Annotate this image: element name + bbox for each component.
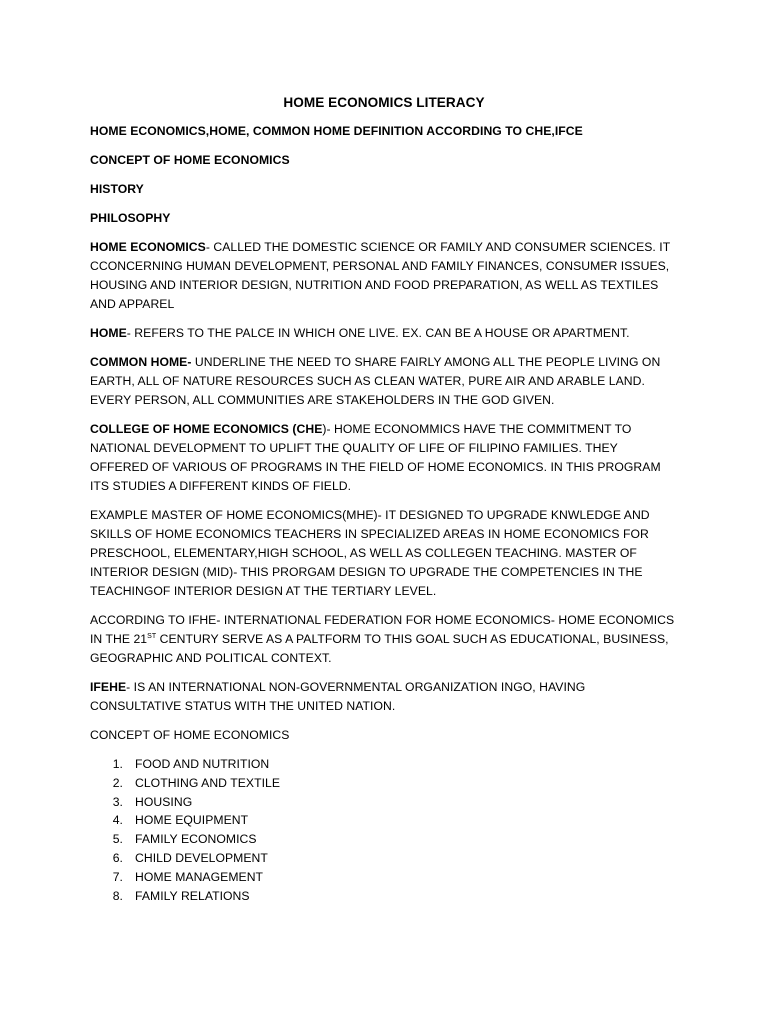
definition-che [90,420,678,496]
definition-term: COLLEGE OF HOME ECONOMICS (CHE [90,422,323,436]
definition-text: UNDERLINE THE NEED TO SHARE FAIRLY AMONG ALL THE PEOPLE LIVING ON EARTH, ALL OF NATURE RESOURCES SUCH AS CLEAN WATER, PURE AIR AND ARABLE LAND. EVERY PERSON, ALL COMMUNITIES ARE STAKEHOLDERS IN THE GOD GIVEN. [90,355,661,407]
outline-item: PHILOSOPHY [90,211,171,225]
definition-text: )- HOME ECONOMMICS HAVE THE COMMITMENT TO NATIONAL DEVELOPMENT TO UPLIFT THE QUALITY OF LIFE OF FILIPINO FAMILIES. THEY OFFERED OF VARIOUS OF PROGRAMS IN THE FIELD OF HOME ECONOMICS. IN THIS PROGRAM ITS STUDIES A DIFFERENT KINDS OF FIELD. [90,422,661,493]
list-item-text: HOME MANAGEMENT [135,869,264,884]
list-number: 7. [112,869,123,884]
list-item [90,868,678,887]
definition-home-economics [90,238,678,314]
definition-term: COMMON HOME- [90,355,192,369]
document-body [90,93,678,905]
definition-ifehe [90,678,678,716]
concept-list [90,755,678,905]
ifhe-text-after: CENTURY SERVE AS A PALTFORM TO THIS GOAL SUCH AS EDUCATIONAL, BUSINESS, GEOGRAPHIC AND POLITICAL CONTEXT. [90,632,669,665]
ifhe-paragraph [90,611,678,668]
list-item-text: FOOD AND NUTRITION [135,757,270,771]
definition-text: - CALLED THE DOMESTIC SCIENCE OR FAMILY AND CONSUMER SCIENCES. IT CCONCERNING HUMAN DEVELOPMENT, PERSONAL AND FAMILY FINANCES, CONSUMER ISSUES, HOUSING AND INTERIOR DESIGN, NUTRITION AND FOOD PREPARATION, AS WELL AS TEXTILES AND APPAREL [90,240,671,311]
list-number: 4. [112,813,123,828]
list-item [90,887,678,906]
list-number: 2. [112,775,123,790]
list-number: 6. [112,850,123,865]
ifhe-text-before: ACCORDING TO IFHE- INTERNATIONAL FEDERATION FOR HOME ECONOMICS- HOME ECONOMICS IN THE 21 [90,613,675,646]
list-item [90,811,678,830]
list-number: 5. [112,832,123,847]
list-item-text: FAMILY RELATIONS [135,888,250,903]
list-item [90,849,678,868]
definition-text: - REFERS TO THE PALCE IN WHICH ONE LIVE. EX. CAN BE A HOUSE OR APARTMENT. [126,326,630,340]
list-item-text: HOME EQUIPMENT [135,813,249,828]
list-number: 8. [112,888,123,903]
outline-item: HOME ECONOMICS,HOME, COMMON HOME DEFINITION ACCORDING TO CHE,IFCE [90,124,583,138]
definition-term: HOME [90,326,127,340]
document-title: HOME ECONOMICS LITERACY [283,95,485,110]
list-item [90,755,678,774]
list-item [90,774,678,793]
ordinal-superscript: ST [147,633,157,640]
list-number: 3. [112,794,123,809]
example-paragraph: EXAMPLE MASTER OF HOME ECONOMICS(MHE)- IT DESIGNED TO UPGRADE KNWLEDGE AND SKILLS OF HOME ECONOMICS TEACHERS IN SPECIALIZED AREAS IN HOME ECONOMICS FOR PRESCHOOL, ELEMENTARY,HIGH SCHOOL, AS WELL AS COLLEGEN TEACHING. MASTER OF INTERIOR DESIGN (MID)- THIS PRORGAM DESIGN TO UPGRADE THE COMPETENCIES IN THE TEACHINGOF INTERIOR DESIGN AT THE TERTIARY LEVEL. [90,508,650,598]
outline-item: HISTORY [90,182,144,196]
outline-item: CONCEPT OF HOME ECONOMICS [90,153,290,167]
definition-home [90,324,678,343]
list-item [90,793,678,812]
definition-term: IFEHE [90,680,127,694]
definition-term: HOME ECONOMICS [90,240,206,254]
list-number: 1. [112,757,123,771]
definition-common-home [90,353,678,410]
list-item [90,830,678,849]
definition-text: - IS AN INTERNATIONAL NON-GOVERNMENTAL ORGANIZATION INGO, HAVING CONSULTATIVE STATUS WITH THE UNITED NATION. [90,680,586,713]
list-item-text: HOUSING [135,794,193,809]
concept-heading: CONCEPT OF HOME ECONOMICS [90,728,290,742]
list-item-text: CHILD DEVELOPMENT [135,850,268,865]
list-item-text: CLOTHING AND TEXTILE [135,775,281,790]
list-item-text: FAMILY ECONOMICS [135,832,257,847]
